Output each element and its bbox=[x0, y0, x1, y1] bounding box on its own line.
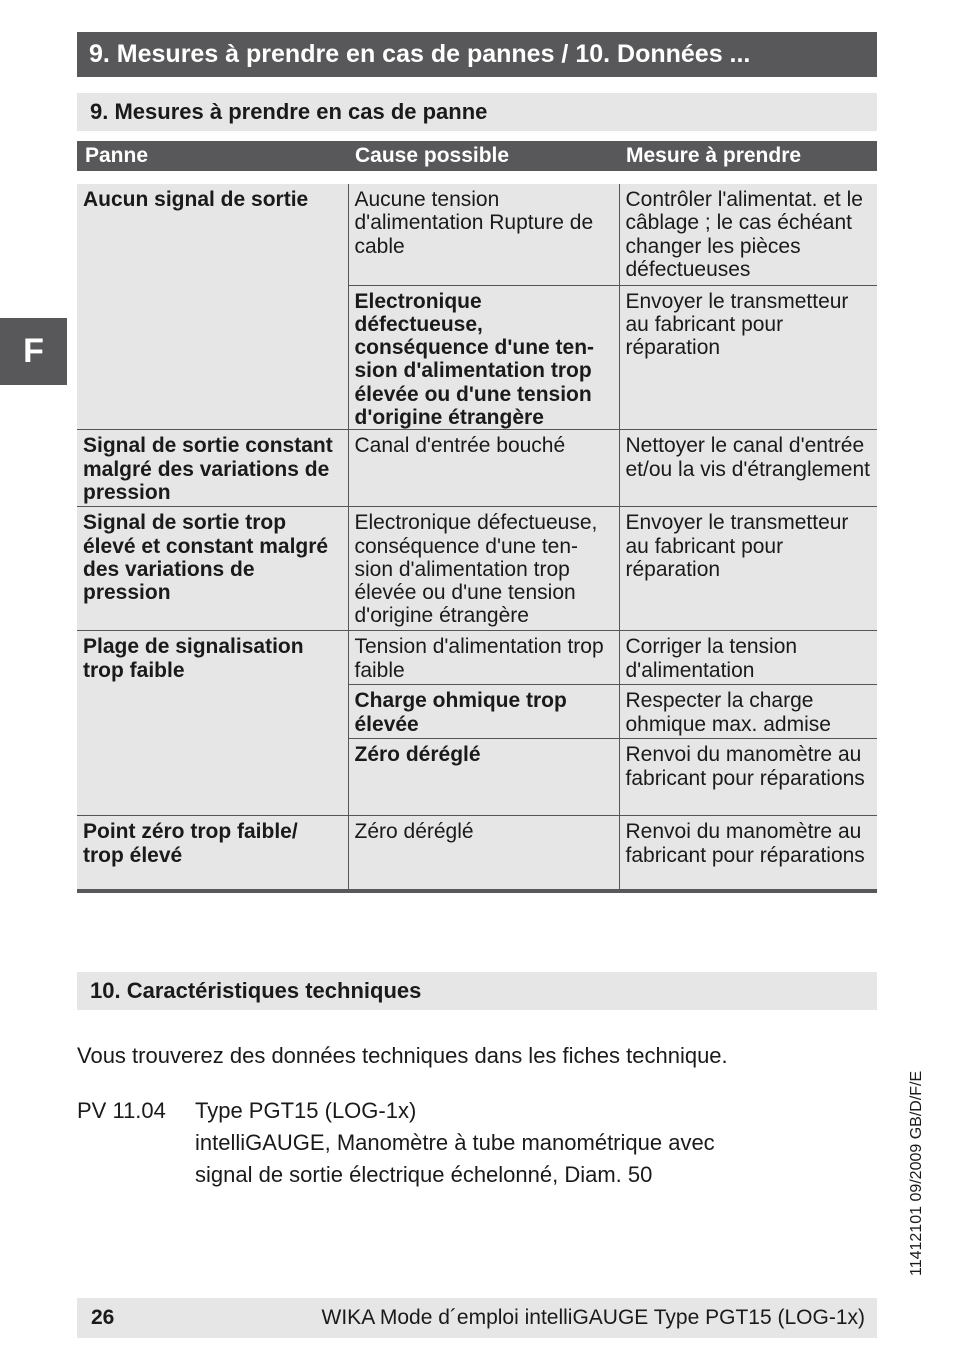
mesure-cell: Nettoyer le canal d'entrée et/ou la vis d'étranglement bbox=[619, 430, 877, 507]
cause-cell: Electronique défectueuse, conséquence d'une ten- sion d'alimentation trop élevée ou d'une tension d'origine étrangère bbox=[348, 285, 619, 430]
cause-cell: Tension d'alimentation trop faible bbox=[348, 631, 619, 685]
cause-cell: Charge ohmique trop élevée bbox=[348, 685, 619, 739]
reference-line: Type PGT15 (LOG-1x) bbox=[195, 1098, 417, 1123]
mesure-cell: Respecter la charge ohmique max. admise bbox=[619, 685, 877, 739]
mesure-cell: Contrôler l'alimentat. et le câblage ; le cas échéant changer les pièces défectueuses bbox=[619, 184, 877, 285]
cause-cell: Zéro déréglé bbox=[348, 816, 619, 891]
panne-cell: Signal de sortie trop élevé et constant malgré des variations de pression bbox=[77, 507, 348, 631]
panne-cell: Point zéro trop faible/ trop élevé bbox=[77, 816, 348, 891]
cause-cell: Zéro déréglé bbox=[348, 739, 619, 816]
cause-cell: Canal d'entrée bouché bbox=[348, 430, 619, 507]
cause-cell: Aucune tension d'alimentation Rupture de cable bbox=[348, 184, 619, 285]
column-header-panne: Panne bbox=[85, 144, 149, 167]
mesure-cell: Corriger la tension d'alimentation bbox=[619, 631, 877, 685]
section-10-heading: 10. Caractéristiques techniques bbox=[77, 972, 877, 1010]
page-number: 26 bbox=[91, 1306, 115, 1329]
mesure-cell: Renvoi du manomètre au fabricant pour réparations bbox=[619, 739, 877, 816]
language-tab: F bbox=[0, 318, 67, 385]
footer-text: WIKA Mode d´emploi intelliGAUGE Type PGT15 (LOG-1x) bbox=[321, 1306, 865, 1329]
column-header-mesure: Mesure à prendre bbox=[626, 144, 802, 167]
section-10-intro: Vous trouverez des données techniques dans les fiches technique. bbox=[77, 1043, 728, 1068]
table-row bbox=[77, 631, 877, 685]
page-footer bbox=[77, 1298, 877, 1338]
cause-cell: Electronique défectueuse, conséquence d'une ten- sion d'alimentation trop élevée ou d'une tension d'origine étrangère bbox=[348, 507, 619, 631]
reference-line: signal de sortie électrique échelonné, Diam. 50 bbox=[195, 1162, 653, 1187]
mesure-cell: Renvoi du manomètre au fabricant pour réparations bbox=[619, 816, 877, 891]
panne-cell: Signal de sortie constant malgré des variations de pression bbox=[77, 430, 348, 507]
section-9-heading: 9. Mesures à prendre en cas de panne bbox=[77, 93, 877, 131]
table-row bbox=[77, 816, 877, 891]
mesure-cell: Envoyer le transmetteur au fabricant pour réparation bbox=[619, 507, 877, 631]
reference-line: intelliGAUGE, Manomètre à tube manométrique avec bbox=[195, 1130, 715, 1155]
reference-code: PV 11.04 bbox=[77, 1098, 166, 1123]
reference-description bbox=[195, 1095, 715, 1191]
table-row bbox=[77, 430, 877, 507]
panne-cell: Plage de signalisation trop faible bbox=[77, 631, 348, 816]
troubleshooting-table bbox=[77, 184, 877, 893]
column-header-cause: Cause possible bbox=[355, 144, 510, 167]
document-code: 11412101 09/2009 GB/D/F/E bbox=[908, 1070, 925, 1276]
table-header bbox=[77, 141, 877, 171]
page-title: 9. Mesures à prendre en cas de pannes / 10. Données ... bbox=[77, 32, 877, 77]
mesure-cell: Envoyer le transmetteur au fabricant pour réparation bbox=[619, 285, 877, 430]
table-row bbox=[77, 184, 877, 285]
table-row bbox=[77, 507, 877, 631]
panne-cell: Aucun signal de sortie bbox=[77, 184, 348, 430]
